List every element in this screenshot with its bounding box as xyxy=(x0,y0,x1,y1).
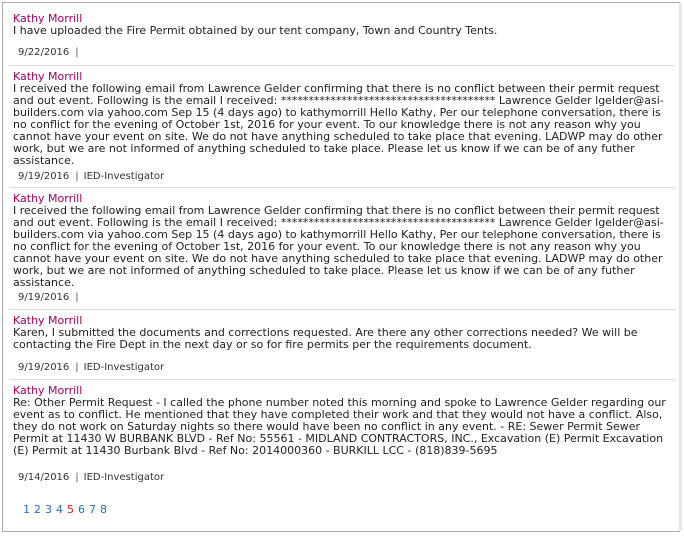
comment-divider xyxy=(9,309,675,310)
page-link[interactable]: 2 xyxy=(34,503,41,516)
page-link[interactable]: 3 xyxy=(45,503,52,516)
comment-body: I received the following email from Lawrence Gelder confirming that there is no conflict between their permit request and out event. Following is the email I received: *************************************** Lawrence Gelder lgelder@asi-builders.com via yahoo.com Sep 15 (4 days ago) to kathymorrill Hello Kathy, Per our telephone conversation, there is no conflict for the evening of October 1st, 2016 for your event. To our knowledge there is not any reason why you cannot have your event on site. We do not have anything scheduled to take place that evening. LADWP may do other work, but we are not informed of anything scheduled to take place. Please let us know if we can be of any futher assistance. xyxy=(13,204,664,289)
comment-author: Kathy Morrill xyxy=(13,384,83,397)
meta-separator: | xyxy=(75,292,79,303)
comment-meta xyxy=(18,292,84,304)
comment-meta xyxy=(18,472,164,484)
comment-body: I have uploaded the Fire Permit obtained by our tent company, Town and Country Tents. xyxy=(13,24,498,37)
page-link[interactable]: 1 xyxy=(23,503,30,516)
comment-author: Kathy Morrill xyxy=(13,192,83,205)
comments-panel xyxy=(2,2,680,532)
comment-author: Kathy Morrill xyxy=(13,70,83,83)
comment-role: IED-Investigator xyxy=(83,171,165,182)
scrollbar[interactable] xyxy=(679,3,682,531)
comment-meta xyxy=(18,171,164,183)
page-link[interactable]: 7 xyxy=(89,503,96,516)
comment-divider xyxy=(9,187,675,188)
comment-date: 9/19/2016 xyxy=(18,362,70,373)
meta-separator: | xyxy=(75,171,79,182)
comment-meta xyxy=(18,47,84,59)
page-link[interactable]: 8 xyxy=(100,503,107,516)
meta-separator: | xyxy=(75,47,79,58)
comment-divider xyxy=(9,65,675,66)
comment-author: Kathy Morrill xyxy=(13,314,83,327)
comment-body: I received the following email from Lawrence Gelder confirming that there is no conflict between their permit request and out event. Following is the email I received: *************************************** Lawrence Gelder lgelder@asi-builders.com via yahoo.com Sep 15 (4 days ago) to kathymorrill Hello Kathy, Per our telephone conversation, there is no conflict for the evening of October 1st, 2016 for your event. To our knowledge there is not any reason why you cannot have your event on site. We do not have anything scheduled to take place that evening. LADWP may do other work, but we are not informed of anything scheduled to take place. Please let us know if we can be of any futher assistance. xyxy=(13,82,664,167)
comment-body: Karen, I submitted the documents and corrections requested. Are there any other corrections needed? We will be contacting the Fire Dept in the next day or so for fire permits per the requirements document. xyxy=(13,326,638,351)
meta-separator: | xyxy=(75,472,79,483)
comment-date: 9/14/2016 xyxy=(18,472,70,483)
comment-meta xyxy=(18,362,164,374)
comment-date: 9/22/2016 xyxy=(18,47,70,58)
page-link-current[interactable]: 5 xyxy=(67,503,74,516)
pagination xyxy=(23,503,111,517)
comment-divider xyxy=(9,379,675,380)
comment-body: Re: Other Permit Request - I called the phone number noted this morning and spoke to Lawrence Gelder regarding our event as to conflict. He mentioned that they have completed their work and that they would not have a conflict. Also, they do not work on Saturday nights so there would have been no conflict in any event. - RE: Sewer Permit Sewer Permit at 11430 W BURBANK BLVD - Ref No: 55561 - MIDLAND CONTRACTORS, INC., Excavation (E) Permit Excavation (E) Permit at 11430 Burbank Blvd - Ref No: 2014000360 - BURKILL LCC - (818)839-5695 xyxy=(13,396,666,457)
comment-date: 9/19/2016 xyxy=(18,171,70,182)
comment-author: Kathy Morrill xyxy=(13,12,83,25)
meta-separator: | xyxy=(75,362,79,373)
page-link[interactable]: 6 xyxy=(78,503,85,516)
comment-role: IED-Investigator xyxy=(83,362,165,373)
comment-role: IED-Investigator xyxy=(83,472,165,483)
comment-date: 9/19/2016 xyxy=(18,292,70,303)
page-link[interactable]: 4 xyxy=(56,503,63,516)
